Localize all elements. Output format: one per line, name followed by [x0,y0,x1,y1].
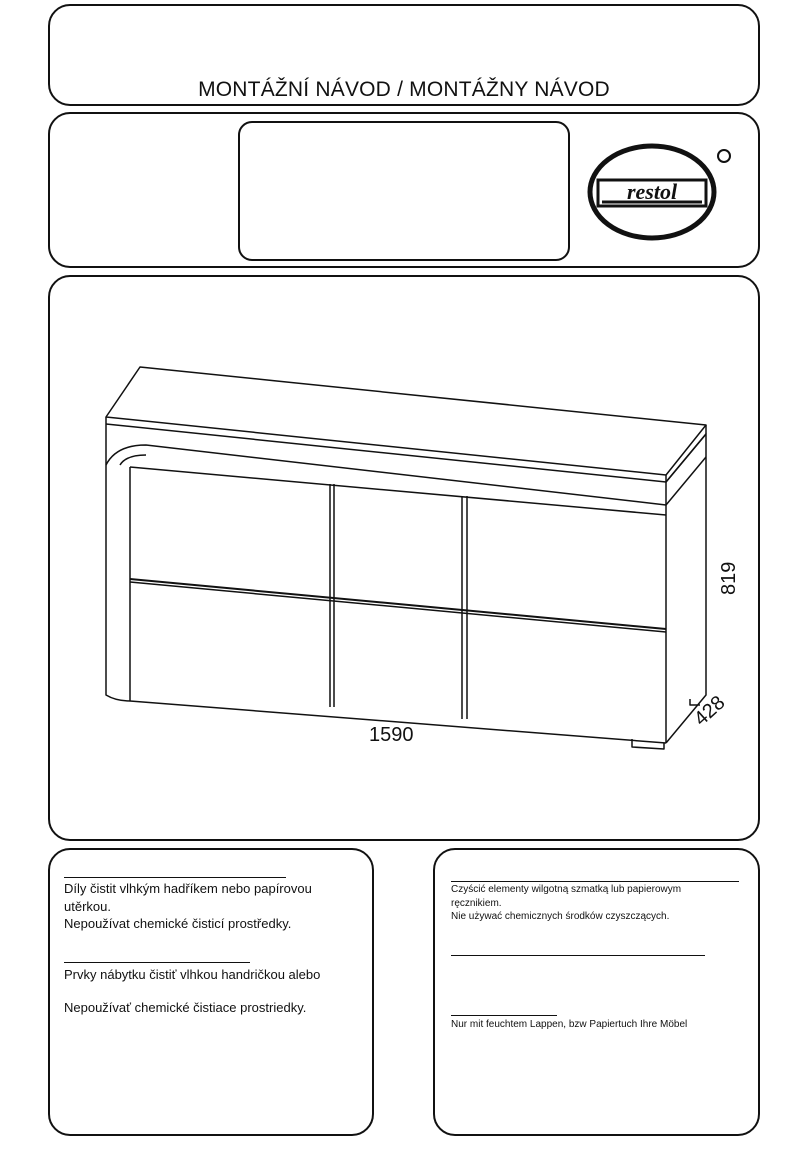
product-name-box [238,121,570,261]
care-instructions-pl-de [433,848,760,1136]
divider [64,962,250,963]
height-dimension: 819 [718,561,740,595]
restol-logo-icon [586,136,736,246]
page-title: MONTÁŽNÍ NÁVOD / MONTÁŽNY NÁVOD [198,78,610,101]
divider [64,877,286,878]
header-panel [48,4,760,106]
divider [451,1015,557,1016]
pl-text-line3: Nie używać chemicznych środków czyszczących. [451,911,670,922]
logo-panel [48,112,760,268]
drawing-panel [48,275,760,841]
sk-text-line1: Prvky nábytku čistiť vlhkou handričkou alebo [64,967,321,982]
divider [451,881,739,882]
cz-text-line3: Nepoužívat chemické čisticí prostředky. [64,916,292,932]
pl-text-line1: Czyścić elementy wilgotną szmatką lub papierowym [451,884,682,895]
sideboard-drawing [50,277,758,839]
cz-text-line1: Díly čistit vlhkým hadříkem nebo papírovou [64,881,312,896]
de-text-line1: Nur mit feuchtem Lappen, bzw Papiertuch Ihre Möbel [451,1019,688,1030]
care-instructions-cz-sk [48,848,374,1136]
width-dimension: 1590 [369,724,414,746]
pl-text-line2: ręcznikiem. [451,897,502,909]
sk-text-line2: Nepoužívať chemické čistiace prostriedky. [64,1000,307,1015]
cz-text-line2: utěrkou. [64,898,111,914]
depth-dimension: 428 [690,691,730,731]
logo-text: restol [626,179,678,204]
divider [451,955,705,956]
